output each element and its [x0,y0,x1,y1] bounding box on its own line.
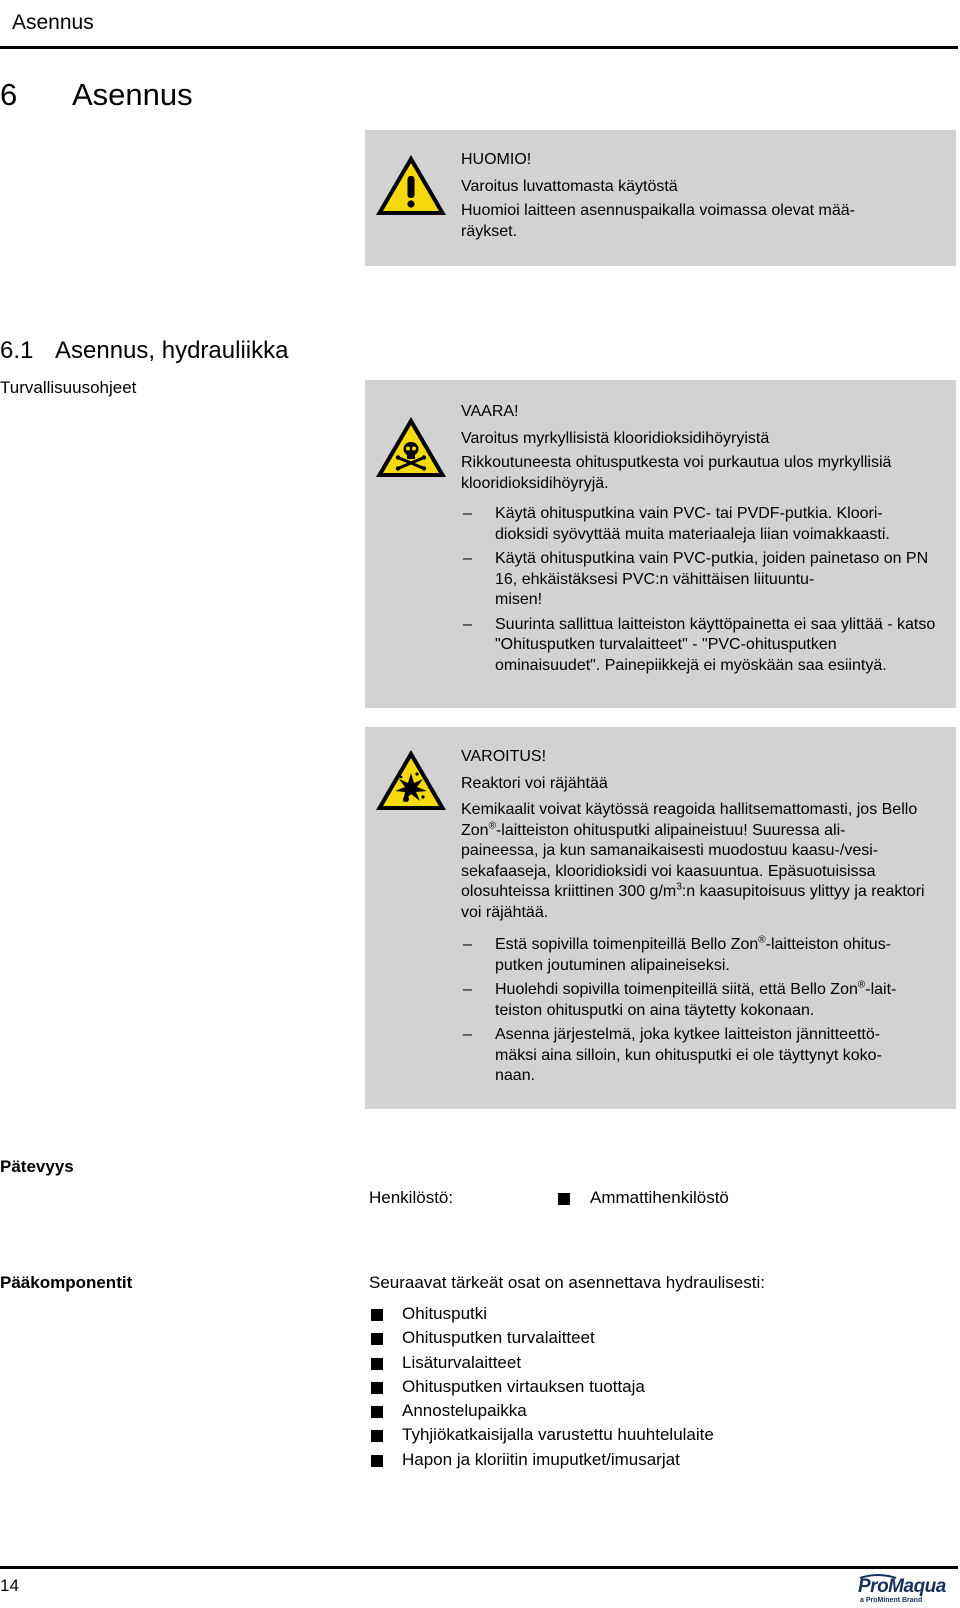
notice-vaara-content [461,402,942,680]
square-bullet-icon [371,1406,383,1418]
item-text: Ohitusputki [402,1304,488,1323]
personnel-value: Ammattihenkilöstö [590,1188,729,1207]
square-bullet-icon [371,1382,383,1394]
header-rule [0,46,958,49]
registered-mark: ® [857,979,866,991]
notice-body [461,800,942,923]
item-text: -lait- teiston ohitusputki on aina täytetty kokonaan. [495,981,897,1019]
list-item [369,1351,929,1375]
item-text: Ohitusputken virtauksen tuottaja [402,1376,645,1396]
chapter-title: Asennus [72,77,193,112]
logo-text: ProMaqua [858,1576,946,1597]
superscript-3: 3 [676,881,682,893]
components-list [369,1302,929,1472]
promaqua-logo [858,1572,956,1606]
item-text: Huolehdi sopivilla toimenpiteillä siitä, että Bello Zon [495,981,858,998]
registered-mark: ® [758,934,766,946]
logo-subtext: a ProMinent Brand [860,1597,923,1604]
notice-signal-word: VAROITUS! [461,748,547,765]
page-number: 14 [0,1576,19,1595]
item-text: Estä sopivilla toimenpiteillä Bello Zon [495,936,759,953]
list-item: – Käytä ohitusputkina vain PVC- tai PVDF-putkia. Kloori- dioksidi syövyttää muita materiaaleja liian voimakkaasti. [461,504,942,545]
item-text: -laitteiston ohitus- putken joutuminen alipaineiseksi. [495,936,892,974]
safety-side-label: Turvallisuusohjeet [0,378,137,397]
list-item: – Suurinta sallittua laitteiston käyttöpainetta ei saa ylittää - katso "Ohitusputken turvalaitteet" - "PVC-ohitusputken ominaisuudet". Painepiikkejä ei myöskään saa esiintyä. [461,615,942,677]
explosive-icon [373,747,449,813]
square-bullet-icon [371,1333,383,1345]
notice-signal-word: HUOMIO! [461,151,532,168]
toxic-skull-icon [373,414,449,480]
notice-signal-word: VAARA! [461,403,519,420]
body-text: Kemikaalit voivat käytössä reagoida hallitsemattomasti, jos Bello Zon [461,801,918,839]
personnel-key: Henkilöstö: [369,1188,454,1207]
body-text: -laitteiston ohitusputki alipaineistuu! Suuressa ali- paineessa, ja kun samanaikaisesti muodostuu kaasu-/vesi- sekafaaseja, klooridioksidi voi kaasuuntua. Epäsuotuisissa olosuhteissa kriittinen 300 g/m [461,821,879,900]
notice-box-huomio [365,130,956,266]
list-item [369,1302,929,1326]
competence-label: Pätevyys [0,1157,74,1176]
chapter-heading [0,77,193,113]
notice-title: Reaktori voi räjähtää [461,774,608,792]
chapter-number: 6 [0,77,18,112]
list-item [369,1399,929,1423]
list-item [369,1326,929,1350]
item-text: Ohitusputken turvalaitteet [402,1328,595,1348]
notice-dash-list [461,935,942,1087]
list-item: – Käytä ohitusputkina vain PVC-putkia, joiden painetaso on PN 16, ehkäistäksesi PVC:n vähittäisen liituuntu- misen! [461,549,942,611]
section-number: 6.1 [0,337,34,364]
item-text: Tyhjiökatkaisijalla varustettu huuhtelulaite [402,1425,714,1445]
notice-box-vaara [365,380,956,708]
running-header: Asennus [12,11,94,34]
item-text: Lisäturvalaitteet [402,1352,522,1372]
notice-dash-list [461,504,942,676]
notice-box-varoitus [365,727,956,1109]
body-text: :n kaasupitoisuus ylittyy ja reaktori voi räjähtää. [461,883,925,921]
components-label: Pääkomponentit [0,1273,133,1292]
section-heading [0,337,288,365]
list-item [369,1423,929,1447]
item-text: Annostelupaikka [402,1401,527,1421]
registered-mark: ® [488,820,496,832]
square-bullet-icon [371,1309,383,1321]
warning-general-icon [373,152,449,218]
notice-body: Huomioi laitteen asennuspaikalla voimassa olevat mää- räykset. [461,202,855,240]
item-text: Hapon ja kloriitin imuputket/imusarjat [402,1449,680,1469]
notice-title: Varoitus luvattomasta käytöstä [461,177,678,195]
list-item [369,1375,929,1399]
notice-title: Varoitus myrkyllisistä klooridioksidihöyryistä [461,429,770,447]
square-bullet-icon [558,1193,570,1205]
section-title: Asennus, hydrauliikka [55,337,289,364]
square-bullet-icon [371,1358,383,1370]
list-item [461,980,942,1021]
notice-varoitus-content [461,747,942,1091]
footer-rule [0,1566,958,1569]
list-item [461,935,942,976]
notice-huomio-content [461,150,942,242]
list-item: – Asenna järjestelmä, joka kytkee laitteiston jännitteettö- mäksi aina silloin, kun ohitusputki ei ole täyttynyt koko- naan. [461,1025,942,1087]
square-bullet-icon [371,1455,383,1467]
list-item [369,1448,929,1472]
components-intro: Seuraavat tärkeät osat on asennettava hydraulisesti: [369,1273,765,1292]
square-bullet-icon [371,1430,383,1442]
notice-body: Rikkoutuneesta ohitusputkesta voi purkautua ulos myrkyllisiä klooridioksidihöyryjä. [461,454,892,492]
